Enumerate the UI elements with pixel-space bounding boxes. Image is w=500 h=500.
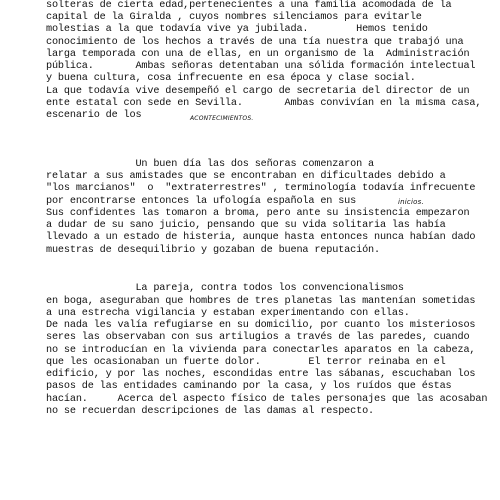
text-line: seres las observaban con sus artilugios a través de las paredes, cuando [46,332,470,343]
text-line: La pareja, contra todos los convencionalismos [46,283,404,294]
text-line: muestras de desequilibrio y gozaban de buena reputación. [46,245,380,256]
text-line: larga temporada con una de ellas, en un organismo de la Administración [46,49,470,60]
text-line: Un buen día las dos señoras comenzaron a [46,159,374,170]
text-line: escenario de los [46,110,142,121]
text-line: capital de la Giralda , cuyos nombres silenciamos para evitarle [46,12,422,23]
text-line: Sus confidentes las tomaron a broma, pero ante su insistencia empezaron [46,208,470,219]
text-line: edificio, y por las noches, escondidas entre las sábanas, escuchaban los [46,369,476,380]
text-line: pasos de las entidades caminando por la casa, y los ruídos que éstas [46,381,452,392]
text-line: a una estrecha vigilancia y estaban experimentando con ellas. [46,308,410,319]
text-line: La que todavía vive desempeñó el cargo de secretaria del director de un [46,86,470,97]
text-line: relatar a sus amistades que se encontraban en dificultades debido a [46,171,446,182]
text-line: conocimiento de los hechos a través de una tía nuestra que trabajó una [46,37,464,48]
text-line: por encontrarse entonces la ufología española en sus [46,196,357,207]
text-line: pública. Ambas señoras detentaban una sólida formación intelectual [46,61,476,72]
text-line: que les ocasionaban un fuerte dolor. El terror reinaba en el [46,357,446,368]
text-line: solteras de cierta edad,pertenecientes a una familia acomodada de la [46,0,452,11]
text-line: ente estatal con sede en Sevilla. Ambas convivían en la misma casa, [46,98,482,109]
text-line: y buena cultura, cosa infrecuente en esa época y clase social. [46,73,416,84]
text-line: molestias a la que todavía vive ya jubilada. Hemos tenido [46,24,428,35]
handwritten-insert: ACONTECIMIENTOS. [190,115,254,122]
text-line: no se recuerdan descripciones de las damas al respecto. [46,406,374,417]
text-line: De nada les valía refugiarse en su domicilio, por cuanto los misteriosos [46,320,476,331]
text-line: en boga, aseguraban que hombres de tres planetas las mantenían sometidas [46,296,476,307]
handwritten-insert: inicios. [398,198,424,206]
text-line: "los marcianos" o "extraterrestres" , terminología todavía infrecuente [46,183,476,194]
text-line: no se introducían en la vivienda para conectarles aparatos en la cabeza, [46,345,476,356]
text-line: llevado a un estado de histeria, aunque hasta entonces nunca habían dado [46,232,476,243]
text-line: a dudar de su sano juicio, pensando que su vida solitaria las había [46,220,446,231]
text-line: hacían. Acerca del aspecto físico de tales personajes que las acosaban [46,394,488,405]
